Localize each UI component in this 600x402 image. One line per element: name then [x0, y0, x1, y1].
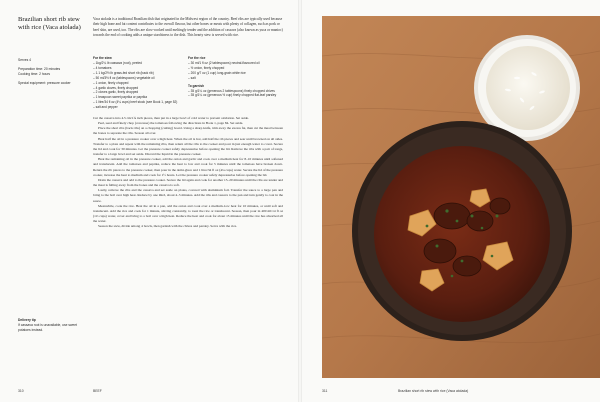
method-paragraph: Drain the cassava and add to the pressure cooker. Secure the lid again and cook for another 15–20 minutes until the ribs are tender and the meat is falling away from the bones and the cassava is soft. — [93, 177, 283, 188]
prep-time-text: Preparation time: 20 minutes — [18, 67, 61, 71]
method-paragraph: Heat the remaining oil in the pressure cooker, add the onion and garlic and cook over a medium heat for 8–10 minutes until softened and translucent. Add the tomatoes and paprika, reduce the heat to low and cook for 5 minutes until the tomatoes have broken down. Return the rib pieces to the pressure cooker, then pour in the demi-glace and 1 litre/34 fl oz (4¼ cups) water. Secure the lid of the pressure cooker, increase the heat to medium and cook for 1½ hours. Let the pressure cooker safely depressurise before opening the lid. — [93, 157, 283, 177]
ingredient-item: – 1kg/2¼ lb cassava (root), peeled — [93, 61, 142, 66]
ingredient-item: – 2 cloves garlic, finely chopped — [93, 90, 139, 95]
rice-heading: For the rice — [188, 56, 206, 60]
recipe-method — [93, 116, 283, 229]
method-paragraph: Meanwhile, cook the rice. Heat the oil in a pan, add the onion and cook over a medium–low heat for 10 minutes, or until soft and translucent. Add the rice and cook for 1 minute, stirring constantly, to toast the rice or translucent. Season, then pour in 400 ml/14 fl oz (1⅔ cups) water, cover and bring to a boil over a high heat. Reduce the heat and cook for about 15 minutes until the rice has absorbed all the water. — [93, 203, 283, 224]
method-paragraph: Season the stew, divide among 4 bowls, then garnish with the chives and parsley. Serve with the rice. — [98, 224, 238, 229]
ingredient-item: – 1 onion, finely chopped — [93, 80, 129, 85]
ingredients-column-1 — [93, 56, 185, 110]
ingredient-item: – salt and pepper — [93, 104, 118, 109]
tip-heading: Delivery tip — [18, 318, 36, 322]
ingredient-item: – salt — [188, 75, 196, 80]
tip-text: If cassava root is unavailable, use sweet potatoes instead. — [18, 322, 78, 332]
stew-bowl-image — [352, 121, 572, 341]
delivery-tip — [18, 318, 82, 332]
ingredient-item: – 50 ml/3½ fl oz (tablespoons) vegetable oil — [93, 75, 155, 80]
ingredient-item: – 4 tomatoes — [93, 66, 112, 71]
right-page-number: 311 — [322, 389, 328, 393]
serves-text: Serves 4 — [18, 58, 32, 62]
ingredients-column-2 — [188, 56, 284, 98]
method-paragraph: Peel, seed and finely chop (concasse) the tomatoes following the directions in Book 1, page 84. Set aside. — [98, 121, 244, 126]
ingredient-item: – 1.1 kg/2½ lb grass-fed short rib (back rib) — [93, 71, 154, 76]
cook-time-text: Cooking time: 2 hours — [18, 72, 51, 76]
ingredient-item: – 4 garlic cloves, finely chopped — [93, 85, 139, 90]
recipe-intro: Vaca atolada is a traditional Brazilian dish that originated in the Midwest region of the country. Beef ribs are typically used because their high bone and fat content contributes to the overall flavour, but other bones or meats with plenty of collagen, such as pork or beef shin, are used, too. The ribs are slow-cooked until meltingly tender and the addition of cassava (also known as yuca or manioc) towards the end of cooking adds a unique starchiness to the dish. This hearty stew is served with rice. — [93, 17, 283, 37]
ingredient-item: – 35 g/1¼ oz (generous ½ cup) finely chopped flat-leaf parsley — [188, 93, 277, 98]
left-section-label: BEEF — [93, 389, 102, 393]
ingredient-item: – 1 litre/34 fl oz (4¼ cups) beef stock (see Book 1, page 52) — [93, 100, 178, 105]
method-paragraph: Heat half the oil in a pressure cooker over a high heat. When the oil is hot, add half the rib pieces and sear until browned on all sides. Transfer to a plate and repeat with the remaining ribs, then return all the ribs to the cooker and pour in just enough water to cover. Secure the lid and cook for 30 minutes. Let the pressure cooker safely depressurise before opening the lid. Remove the ribs with a pair of tongs, transfer to a large bowl and set aside. Discard the liquid in the pressure cooker. — [93, 136, 283, 157]
ingredient-item: – ½ onion, finely chopped — [188, 66, 225, 71]
ingredient-item: – 200 g/7 oz (1 cup) long-grain white rice — [188, 71, 246, 76]
ingredient-item: – 30 ml/1 fl oz (2 tablespoons) neutral-flavoured oil — [188, 61, 260, 66]
recipe-title: Brazilian short rib stew with rice (Vaca atolada) — [18, 16, 81, 31]
stew-heading: For the stew — [93, 56, 112, 60]
right-page — [300, 0, 600, 402]
method-paragraph: Place the short ribs (back ribs) on a chopping (cutting) board. Using a sharp knife, trim away the excess fat, then cut the meat between the bones to separate the ribs. Season all over. — [93, 126, 283, 136]
ingredient-item: – 35 g/1¼ oz (generous 2 tablespoons) finely chopped chives — [188, 88, 275, 93]
book-gutter — [298, 0, 302, 402]
ingredient-item: – 1 teaspoon sweet paprika or paprika — [93, 95, 148, 100]
method-paragraph: Cut the cassava into 4.5 cm/1¾ inch pieces, then put in a large bowl of cold water to prevent oxidation. Set aside. — [93, 116, 249, 120]
garnish-heading: To garnish — [188, 83, 205, 88]
left-page-number: 310 — [18, 389, 24, 393]
dish-photo — [322, 16, 600, 378]
method-paragraph: Lastly, remove the ribs and the cassava and set aside on plates, covered with aluminium foil. Transfer the sauce to a large pan and bring to the boil over high heat. Reduce by one third, about 4–5 minutes. Add the ribs and cassava to the pan and turn gently to coat in the sauce. — [93, 188, 283, 203]
right-photo-caption: Brazilian short rib stew with rice (Vaca atolada) — [398, 389, 469, 393]
equipment-text: Special equipment: pressure cooker — [18, 81, 71, 85]
recipe-meta — [18, 58, 88, 86]
